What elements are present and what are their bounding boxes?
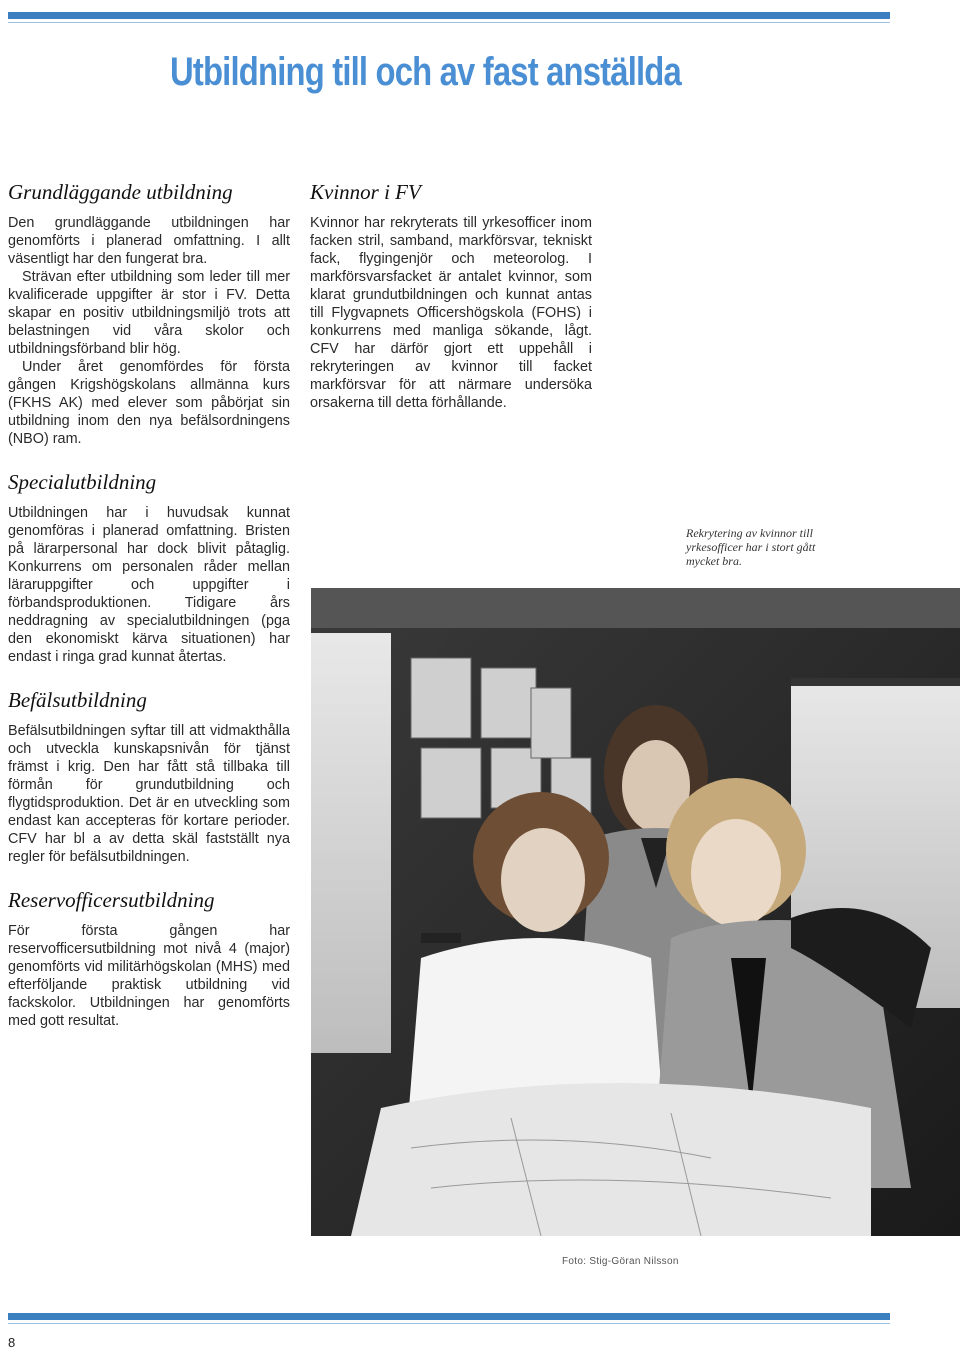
photo-illustration bbox=[311, 588, 960, 1236]
section-specialutbildning bbox=[8, 470, 290, 666]
paragraph: Utbildningen har i huvudsak kunnat genomföras i planerad omfattning. Bristen på lärarpersonal har dock blivit påtaglig. Konkurrens om personalen råder mellan läraruppgifter och uppgifter i förbandsproduktionen. Tidigare års neddragning av specialutbildningen (pga den ekonomiskt kärva situationen) har endast i ringa grad kunnat återtas. bbox=[8, 505, 290, 665]
top-rule-thin bbox=[8, 22, 890, 23]
top-rule bbox=[8, 12, 890, 19]
photo-credit: Foto: Stig-Göran Nilsson bbox=[562, 1256, 679, 1267]
left-column bbox=[8, 180, 290, 1052]
section-grundlaggande bbox=[8, 180, 290, 448]
paragraph: För första gången har reservofficersutbildning mot nivå 4 (major) genomförts vid militärhögskolan (MHS) med efterföljande praktisk utbildning vid fackskolor. Utbildningen har genomförts med gott resultat. bbox=[8, 923, 290, 1029]
section-heading: Kvinnor i FV bbox=[310, 180, 421, 204]
section-kvinnor-i-fv bbox=[310, 180, 592, 412]
bottom-rule bbox=[8, 1313, 890, 1320]
paragraph: Under året genomfördes för första gången Krigshögskolans allmänna kurs (FKHS AK) med elever som påbörjat sin utbildning inom den nya befälsordningens (NBO) ram. bbox=[8, 359, 290, 447]
right-column bbox=[310, 180, 592, 434]
section-heading: Specialutbildning bbox=[8, 470, 157, 494]
section-heading: Grundläggande utbildning bbox=[8, 180, 233, 204]
section-reservofficersutbildning bbox=[8, 888, 290, 1030]
photo-women-officers bbox=[311, 588, 960, 1236]
bottom-rule-thin bbox=[8, 1323, 890, 1324]
section-heading: Befälsutbildning bbox=[8, 688, 147, 712]
page-title: Utbildning till och av fast anställda bbox=[170, 50, 681, 94]
section-befalsutbildning bbox=[8, 688, 290, 866]
paragraph: Kvinnor har rekryterats till yrkesofficer inom facken stril, samband, markförsvar, tekniskt fack, flygingenjör och meteorolog. I markförsvarsfacket är antalet kvinnor, som klarat grundutbildningen och kunnat antas till Flygvapnets Officershögskola (FOHS) i konkurrens med manliga sökande, lågt. CFV har därför gjort ett uppehåll i rekryteringen av kvinnor till facket markförsvar för att närmare undersöka orsakerna till detta förhållande. bbox=[310, 215, 592, 411]
photo-caption: Rekrytering av kvinnor till yrkesofficer har i stort gått mycket bra. bbox=[686, 526, 816, 568]
paragraph: Den grundläggande utbildningen har genomförts i planerad omfattning. I allt väsentligt har den fungerat bra. bbox=[8, 215, 290, 267]
paragraph: Befälsutbildningen syftar till att vidmakthålla och utveckla kunskapsnivån för tjänst främst i krig. Den har fått stå tillbaka till förmån för grundutbildning och flygtidsproduktion. Det är en utveckling som endast kan accepteras för kortare perioder. CFV har bl a av detta skäl fastställt nya regler för befälsutbildningen. bbox=[8, 723, 290, 865]
paragraph: Strävan efter utbildning som leder till mer kvalificerade uppgifter är stor i FV. Detta skapar en positiv utbildningsmiljö trots att belastningen vid våra skolor och utbildningsförband blir hög. bbox=[8, 269, 290, 357]
page-number: 8 bbox=[8, 1335, 16, 1350]
section-heading: Reservofficersutbildning bbox=[8, 888, 215, 912]
